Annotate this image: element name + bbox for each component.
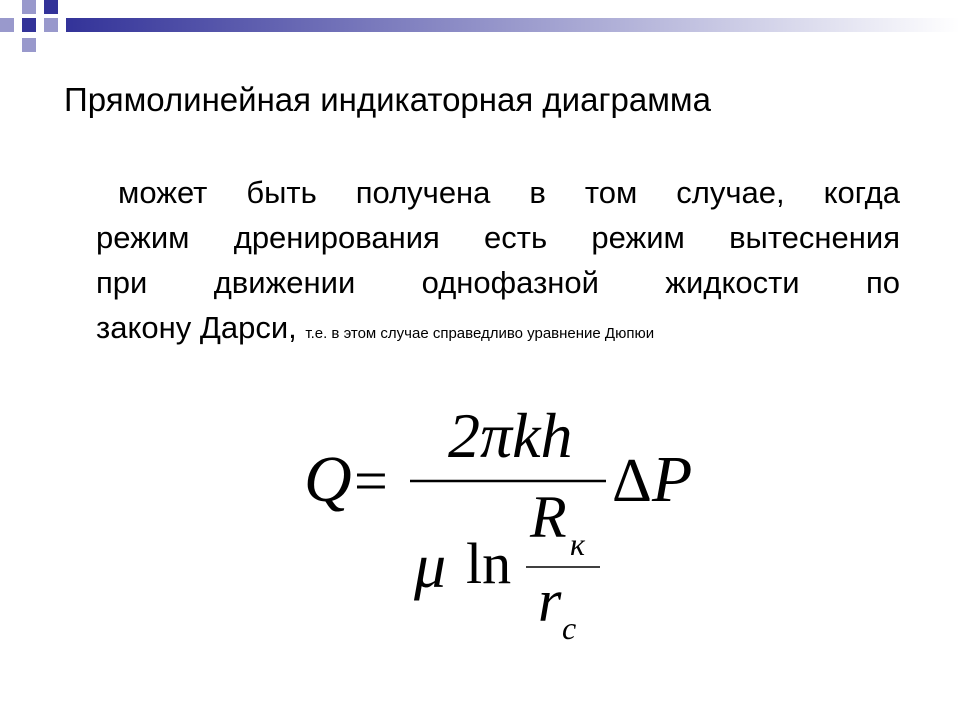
formula-mu: μ xyxy=(414,530,447,601)
formula-r-subscript: c xyxy=(562,610,577,646)
decor-square xyxy=(22,18,36,32)
body-line-4 xyxy=(96,305,900,350)
formula-P: P xyxy=(652,443,693,516)
formula-delta: Δ xyxy=(612,447,652,515)
decor-square xyxy=(44,18,58,32)
dupuit-formula xyxy=(290,395,730,665)
body-line-1: может быть получена в том случае, когда xyxy=(118,175,900,210)
slide-decoration xyxy=(0,0,960,60)
formula-r: r xyxy=(538,568,562,634)
dupuit-note: т.е. в этом случае справедливо уравнение Дюпюи xyxy=(305,325,655,342)
decor-square xyxy=(0,18,14,32)
body-line-2: режим дренирования есть режим вытеснения xyxy=(96,220,900,255)
formula-equals: = xyxy=(354,448,388,514)
body-line-3: при движении однофазной жидкости по xyxy=(96,265,900,300)
formula-ln: ln xyxy=(466,531,512,596)
decor-square xyxy=(44,0,58,14)
body-paragraph xyxy=(96,170,900,350)
decor-gradient-bar xyxy=(66,18,960,32)
formula-R-subscript: к xyxy=(570,526,585,562)
decor-square xyxy=(22,38,36,52)
formula-lhs: Q xyxy=(304,443,352,516)
formula-R: R xyxy=(530,484,567,550)
body-line-4-main: закону Дарси, xyxy=(96,310,297,345)
slide-title: Прямолинейная индикаторная диаграмма xyxy=(64,81,711,118)
decor-square xyxy=(22,0,36,14)
formula-numerator: 2πkh xyxy=(448,400,573,471)
